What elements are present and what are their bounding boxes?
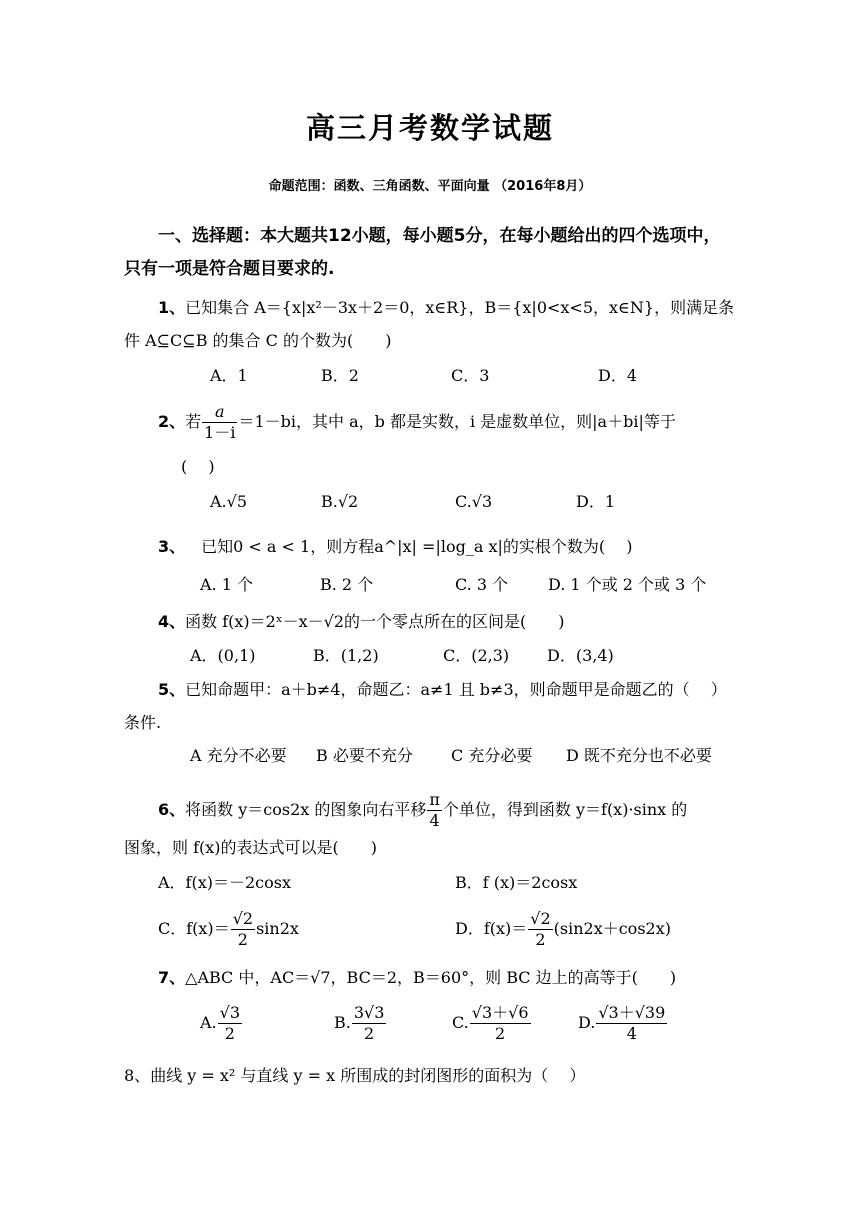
q2-option-c[interactable]: C.√3 (455, 492, 493, 511)
q7-option-c[interactable] (452, 1003, 532, 1044)
q6-option-d[interactable] (455, 909, 671, 950)
question-text-pre: 若 (185, 412, 202, 431)
option-label: A. (200, 1013, 217, 1032)
section-heading-line2: 只有一项是符合题目要求的. (124, 259, 335, 279)
question-number: 8、 (124, 1066, 151, 1085)
option-text: (sin2x＋cos2x) (553, 919, 671, 938)
fraction (596, 1003, 667, 1044)
q3-option-a[interactable]: A. 1 个 (200, 575, 253, 594)
q1-option-a[interactable]: A．1 (210, 366, 248, 385)
fraction-numerator: √3 (219, 1003, 241, 1022)
q3-option-b[interactable]: B. 2 个 (320, 575, 374, 594)
question-text: 函数 f(x)＝2ˣ－x－√2的一个零点所在的区间是( ) (185, 612, 565, 631)
q6-option-a[interactable]: A．f(x)＝－2cosx (158, 873, 291, 892)
fraction (470, 1003, 531, 1044)
q5-option-a[interactable]: A 充分不必要 (190, 746, 287, 765)
q7-option-b[interactable] (334, 1003, 387, 1044)
q2-option-d[interactable]: D．1 (576, 492, 616, 511)
q1-option-d[interactable]: D．4 (598, 366, 638, 385)
q7-option-a[interactable] (200, 1003, 243, 1044)
question-6-line2: 图象，则 f(x)的表达式可以是( ) (124, 838, 378, 857)
fraction (427, 790, 442, 831)
q7-option-d[interactable] (578, 1003, 668, 1044)
fraction-numerator: √3＋√39 (598, 1003, 666, 1022)
question-number: 6、 (158, 800, 186, 819)
question-1 (158, 298, 734, 318)
fraction-denominator: 2 (364, 1024, 375, 1043)
fraction (218, 1003, 242, 1044)
question-text-post: 个单位，得到函数 y＝f(x)·sinx 的 (442, 800, 688, 819)
fraction-denominator: 4 (429, 811, 440, 830)
q6-option-b[interactable]: B．f (x)＝2cosx (455, 873, 578, 892)
q4-option-c[interactable]: C．(2,3) (443, 646, 510, 665)
fraction-denominator: 2 (237, 930, 248, 949)
page-title: 高三月考数学试题 (305, 111, 554, 145)
question-number: 7、 (158, 968, 186, 987)
q3-option-d[interactable]: D. 1 个或 2 个或 3 个 (548, 575, 707, 594)
question-1-line2: 件 A⊆C⊆B 的集合 C 的个数为( ) (124, 331, 392, 350)
fraction-numerator: √2 (530, 909, 551, 928)
fraction-denominator: 4 (626, 1024, 637, 1043)
q1-option-c[interactable]: C．3 (451, 366, 490, 385)
fraction (202, 402, 237, 443)
q5-option-b[interactable]: B 必要不充分 (316, 746, 413, 765)
fraction-numerator: √2 (232, 909, 254, 928)
question-text-pre: 将函数 y＝cos2x 的图象向右平移 (185, 800, 427, 819)
fraction (352, 1003, 387, 1044)
q3-option-c[interactable]: C. 3 个 (455, 575, 509, 594)
option-label: C．f(x)＝ (158, 919, 230, 938)
option-label: D．f(x)＝ (455, 919, 528, 938)
fraction (528, 909, 552, 950)
question-5-line2: 条件. (124, 713, 162, 732)
fraction-denominator: 2 (224, 1024, 235, 1043)
q2-option-b[interactable]: B.√2 (321, 492, 359, 511)
option-text: sin2x (256, 919, 299, 938)
section-heading-line1: 一、选择题：本大题共12小题，每小题5分，在每小题给出的四个选项中， (158, 226, 721, 246)
fraction-numerator: a (202, 402, 237, 423)
q4-option-b[interactable]: B．(1,2) (313, 646, 379, 665)
question-text-post: ＝1－bi，其中 a，b 都是实数，i 是虚数单位，则|a＋bi|等于 (238, 412, 676, 431)
q4-option-d[interactable]: D．(3,4) (547, 646, 614, 665)
option-label: D. (578, 1013, 596, 1032)
question-number: 4、 (158, 612, 186, 631)
question-number: 3、 (158, 537, 186, 556)
option-label: B. (334, 1013, 351, 1032)
fraction-numerator: √3＋√6 (471, 1003, 529, 1022)
fraction-denominator: 2 (495, 1024, 506, 1043)
question-6 (158, 790, 687, 831)
q6-option-c[interactable] (158, 909, 299, 950)
question-8 (124, 1066, 585, 1086)
q1-option-b[interactable]: B．2 (321, 366, 359, 385)
question-text: 已知集合 A＝{x|x²－3x＋2＝0，x∈R}，B＝{x|0<x<5，x∈N}，则满足条 (185, 298, 735, 317)
question-2 (158, 402, 676, 443)
question-text: △ABC 中，AC＝√7，BC＝2，B＝60°，则 BC 边上的高等于( ) (185, 968, 677, 987)
question-number: 1、 (158, 298, 186, 317)
q2-option-a[interactable]: A.√5 (210, 492, 248, 511)
question-4 (158, 612, 565, 632)
fraction-denominator: 2 (535, 930, 546, 949)
fraction-denominator: 1－i (204, 423, 236, 442)
question-number: 5、 (158, 680, 186, 699)
question-text: 已知命题甲：a＋b≠4，命题乙：a≠1 且 b≠3，则命题甲是命题乙的（ ） (185, 680, 727, 699)
q4-option-a[interactable]: A．(0,1) (190, 646, 256, 665)
q5-option-c[interactable]: C 充分必要 (451, 746, 533, 765)
option-label: C. (452, 1013, 469, 1032)
question-5 (158, 680, 727, 700)
fraction (231, 909, 255, 950)
question-text: 曲线 y = x² 与直线 y = x 所围成的封闭图形的面积为（ ） (150, 1066, 586, 1085)
question-3 (158, 537, 632, 557)
q5-option-d[interactable]: D 既不充分也不必要 (566, 746, 712, 765)
question-2-paren: ( ) (181, 457, 215, 476)
question-number: 2、 (158, 412, 186, 431)
question-text: 已知0 < a < 1，则方程a^|x| =|log_a x|的实根个数为( ) (201, 537, 633, 556)
fraction-numerator: 3√3 (353, 1003, 385, 1022)
question-7 (158, 968, 676, 988)
fraction-numerator: π (429, 790, 440, 809)
exam-scope-subtitle: 命题范围：函数、三角函数、平面向量 （2016年8月） (268, 179, 592, 194)
